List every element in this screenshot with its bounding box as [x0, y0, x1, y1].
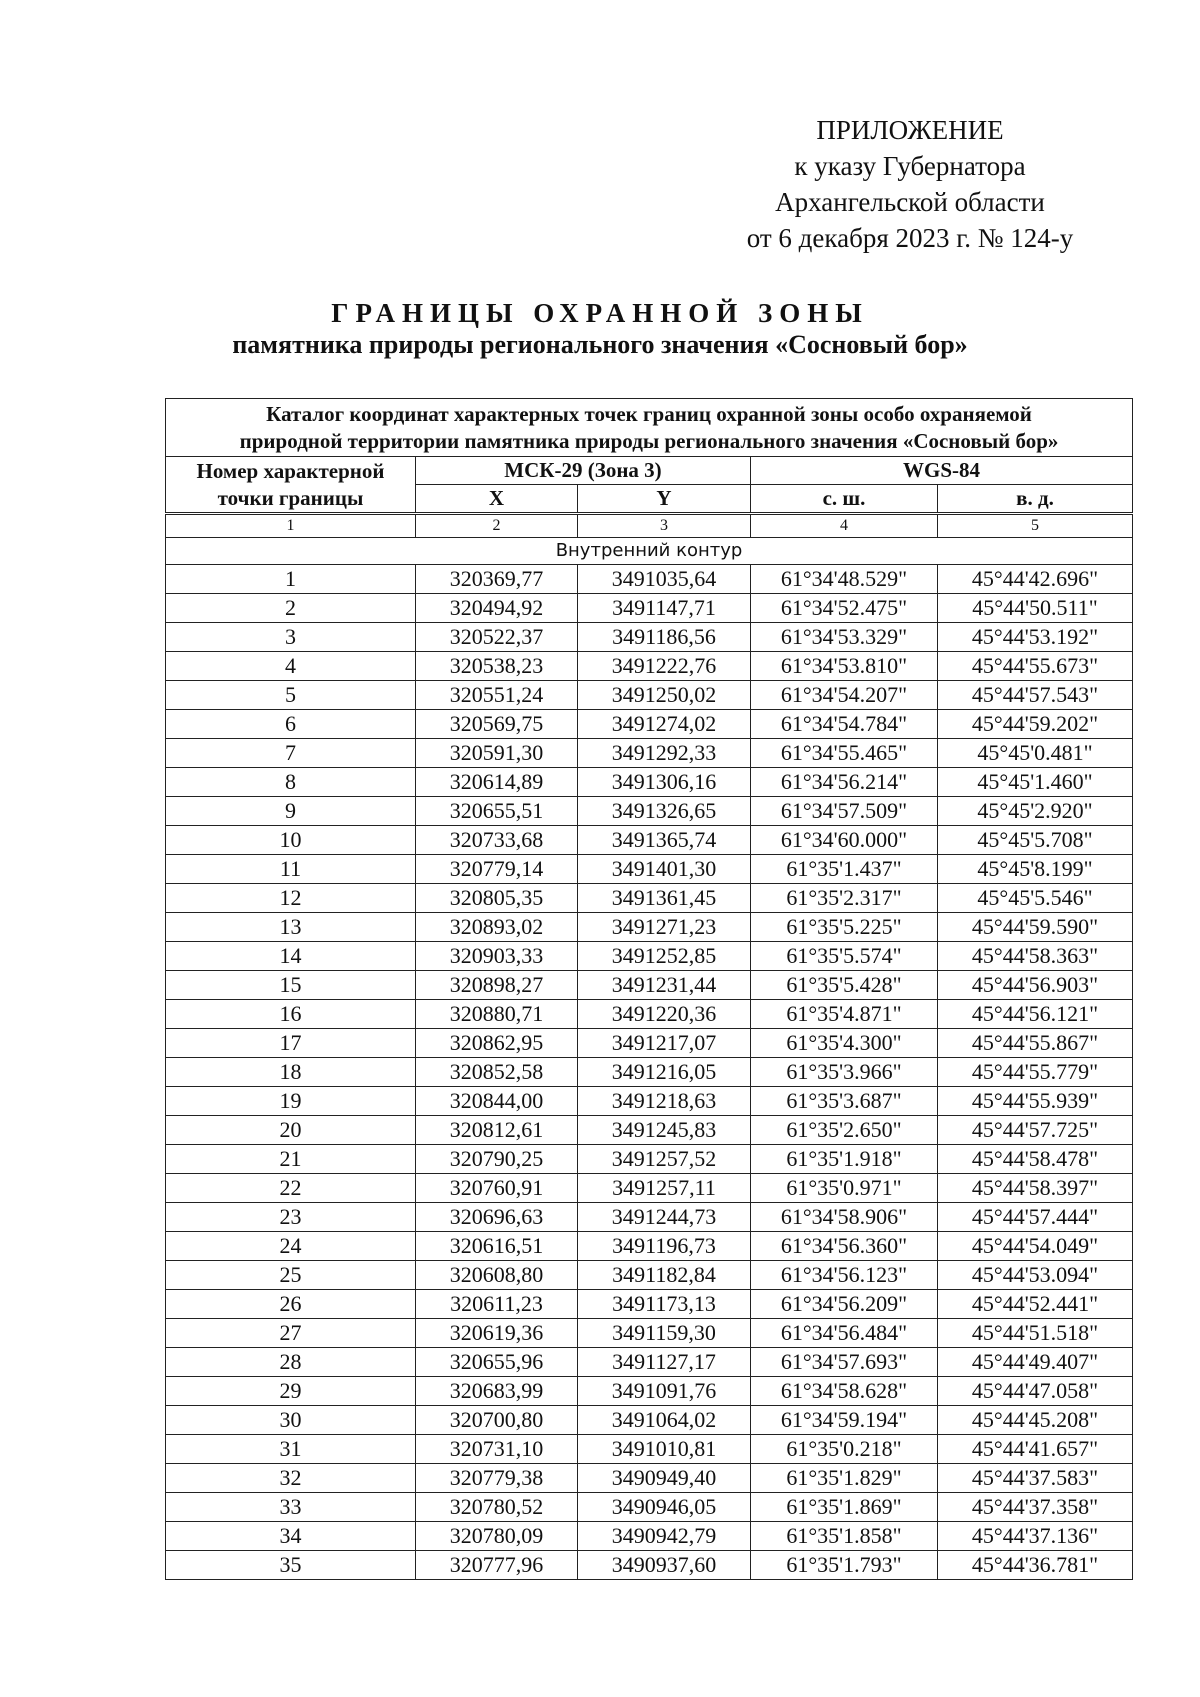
y-cell: 3490942,79 [578, 1522, 751, 1551]
longitude-cell: 45°44'49.407" [938, 1348, 1133, 1377]
point-number-cell: 30 [166, 1406, 416, 1435]
point-number-cell: 25 [166, 1261, 416, 1290]
y-cell: 3490937,60 [578, 1551, 751, 1580]
header-point-number-line: точки границы [217, 485, 364, 510]
point-number-cell: 31 [166, 1435, 416, 1464]
x-cell: 320790,25 [416, 1145, 578, 1174]
table-row [166, 1029, 1133, 1058]
latitude-cell: 61°35'3.687" [751, 1087, 938, 1116]
latitude-cell: 61°35'3.966" [751, 1058, 938, 1087]
y-cell: 3491244,73 [578, 1203, 751, 1232]
x-cell: 320369,77 [416, 565, 578, 594]
appendix-date-line: от 6 декабря 2023 г. № 124-у [746, 223, 1074, 253]
table-row [166, 710, 1133, 739]
y-cell: 3491257,11 [578, 1174, 751, 1203]
latitude-cell: 61°34'58.906" [751, 1203, 938, 1232]
y-cell: 3491361,45 [578, 884, 751, 913]
document-title: ГРАНИЦЫ ОХРАННОЙ ЗОНЫ [331, 298, 869, 328]
table-header-row [166, 457, 1133, 485]
x-cell: 320903,33 [416, 942, 578, 971]
longitude-cell: 45°44'36.781" [938, 1551, 1133, 1580]
point-number-cell: 13 [166, 913, 416, 942]
y-cell: 3491064,02 [578, 1406, 751, 1435]
latitude-cell: 61°34'56.484" [751, 1319, 938, 1348]
point-number-cell: 1 [166, 565, 416, 594]
point-number-cell: 21 [166, 1145, 416, 1174]
table-caption-line: Каталог координат характерных точек границ охранной зоны особо охраняемой [266, 401, 1032, 426]
latitude-cell: 61°35'1.869" [751, 1493, 938, 1522]
point-number-cell: 18 [166, 1058, 416, 1087]
longitude-cell: 45°44'58.363" [938, 942, 1133, 971]
x-cell: 320898,27 [416, 971, 578, 1000]
point-number-cell: 3 [166, 623, 416, 652]
table-row [166, 652, 1133, 681]
table-row [166, 623, 1133, 652]
longitude-cell: 45°44'50.511" [938, 594, 1133, 623]
column-number: 1 [166, 514, 416, 538]
latitude-cell: 61°34'57.509" [751, 797, 938, 826]
point-number-cell: 27 [166, 1319, 416, 1348]
latitude-cell: 61°34'58.628" [751, 1377, 938, 1406]
point-number-cell: 22 [166, 1174, 416, 1203]
point-number-cell: 24 [166, 1232, 416, 1261]
longitude-cell: 45°44'37.583" [938, 1464, 1133, 1493]
header-point-number-line: Номер характерной [196, 458, 385, 483]
x-cell: 320779,14 [416, 855, 578, 884]
y-cell: 3491222,76 [578, 652, 751, 681]
latitude-cell: 61°35'5.574" [751, 942, 938, 971]
latitude-cell: 61°35'4.300" [751, 1029, 938, 1058]
longitude-cell: 45°44'52.441" [938, 1290, 1133, 1319]
y-cell: 3491231,44 [578, 971, 751, 1000]
table-row [166, 594, 1133, 623]
y-cell: 3491035,64 [578, 565, 751, 594]
y-cell: 3491245,83 [578, 1116, 751, 1145]
latitude-cell: 61°34'53.810" [751, 652, 938, 681]
longitude-cell: 45°44'59.202" [938, 710, 1133, 739]
table-row [166, 1116, 1133, 1145]
table-row [166, 797, 1133, 826]
point-number-cell: 7 [166, 739, 416, 768]
point-number-cell: 4 [166, 652, 416, 681]
table-row [166, 1319, 1133, 1348]
table-row [166, 739, 1133, 768]
longitude-cell: 45°44'47.058" [938, 1377, 1133, 1406]
header-latitude: с. ш. [751, 485, 938, 514]
column-number-row [166, 514, 1133, 538]
point-number-cell: 35 [166, 1551, 416, 1580]
x-cell: 320683,99 [416, 1377, 578, 1406]
y-cell: 3491218,63 [578, 1087, 751, 1116]
latitude-cell: 61°35'1.918" [751, 1145, 938, 1174]
table-row [166, 1493, 1133, 1522]
table-row [166, 1087, 1133, 1116]
header-point-number [166, 457, 416, 514]
y-cell: 3491186,56 [578, 623, 751, 652]
point-number-cell: 26 [166, 1290, 416, 1319]
latitude-cell: 61°35'5.428" [751, 971, 938, 1000]
table-row [166, 1377, 1133, 1406]
latitude-cell: 61°35'1.437" [751, 855, 938, 884]
longitude-cell: 45°44'42.696" [938, 565, 1133, 594]
column-number: 3 [578, 514, 751, 538]
longitude-cell: 45°44'57.725" [938, 1116, 1133, 1145]
longitude-cell: 45°44'56.903" [938, 971, 1133, 1000]
point-number-cell: 6 [166, 710, 416, 739]
point-number-cell: 9 [166, 797, 416, 826]
latitude-cell: 61°34'56.123" [751, 1261, 938, 1290]
x-cell: 320700,80 [416, 1406, 578, 1435]
point-number-cell: 16 [166, 1000, 416, 1029]
x-cell: 320655,96 [416, 1348, 578, 1377]
longitude-cell: 45°44'37.136" [938, 1522, 1133, 1551]
x-cell: 320522,37 [416, 623, 578, 652]
table-row [166, 681, 1133, 710]
table-row [166, 1464, 1133, 1493]
latitude-cell: 61°34'55.465" [751, 739, 938, 768]
column-number: 5 [938, 514, 1133, 538]
x-cell: 320760,91 [416, 1174, 578, 1203]
longitude-cell: 45°45'5.708" [938, 826, 1133, 855]
x-cell: 320608,80 [416, 1261, 578, 1290]
x-cell: 320614,89 [416, 768, 578, 797]
table-row [166, 826, 1133, 855]
appendix-region-line: Архангельской области [775, 187, 1045, 217]
x-cell: 320731,10 [416, 1435, 578, 1464]
y-cell: 3490946,05 [578, 1493, 751, 1522]
table-row [166, 1522, 1133, 1551]
latitude-cell: 61°35'0.218" [751, 1435, 938, 1464]
point-number-cell: 2 [166, 594, 416, 623]
section-label: Внутренний контур [166, 538, 1133, 565]
longitude-cell: 45°44'53.192" [938, 623, 1133, 652]
latitude-cell: 61°34'60.000" [751, 826, 938, 855]
x-cell: 320733,68 [416, 826, 578, 855]
x-cell: 320862,95 [416, 1029, 578, 1058]
point-number-cell: 11 [166, 855, 416, 884]
latitude-cell: 61°34'54.784" [751, 710, 938, 739]
y-cell: 3491217,07 [578, 1029, 751, 1058]
header-longitude: в. д. [938, 485, 1133, 514]
longitude-cell: 45°45'5.546" [938, 884, 1133, 913]
section-row [166, 538, 1133, 565]
point-number-cell: 15 [166, 971, 416, 1000]
table-row [166, 565, 1133, 594]
coordinates-table-body [166, 399, 1133, 1580]
table-row [166, 1290, 1133, 1319]
y-cell: 3491159,30 [578, 1319, 751, 1348]
column-number: 4 [751, 514, 938, 538]
x-cell: 320779,38 [416, 1464, 578, 1493]
x-cell: 320844,00 [416, 1087, 578, 1116]
table-row [166, 1435, 1133, 1464]
x-cell: 320619,36 [416, 1319, 578, 1348]
table-row [166, 855, 1133, 884]
header-x: X [416, 485, 578, 514]
appendix-decree-line: к указу Губернатора [794, 151, 1026, 181]
table-caption-row [166, 399, 1133, 457]
longitude-cell: 45°44'55.939" [938, 1087, 1133, 1116]
point-number-cell: 32 [166, 1464, 416, 1493]
longitude-cell: 45°44'55.673" [938, 652, 1133, 681]
longitude-cell: 45°45'2.920" [938, 797, 1133, 826]
header-y: Y [578, 485, 751, 514]
x-cell: 320852,58 [416, 1058, 578, 1087]
latitude-cell: 61°34'56.209" [751, 1290, 938, 1319]
longitude-cell: 45°44'37.358" [938, 1493, 1133, 1522]
longitude-cell: 45°44'57.444" [938, 1203, 1133, 1232]
x-cell: 320494,92 [416, 594, 578, 623]
latitude-cell: 61°35'2.650" [751, 1116, 938, 1145]
point-number-cell: 12 [166, 884, 416, 913]
y-cell: 3491127,17 [578, 1348, 751, 1377]
longitude-cell: 45°44'51.518" [938, 1319, 1133, 1348]
longitude-cell: 45°44'55.867" [938, 1029, 1133, 1058]
x-cell: 320616,51 [416, 1232, 578, 1261]
table-row [166, 1406, 1133, 1435]
y-cell: 3491257,52 [578, 1145, 751, 1174]
latitude-cell: 61°34'53.329" [751, 623, 938, 652]
latitude-cell: 61°34'48.529" [751, 565, 938, 594]
table-row [166, 971, 1133, 1000]
latitude-cell: 61°35'2.317" [751, 884, 938, 913]
point-number-cell: 17 [166, 1029, 416, 1058]
y-cell: 3491147,71 [578, 594, 751, 623]
table-row [166, 913, 1133, 942]
y-cell: 3491173,13 [578, 1290, 751, 1319]
point-number-cell: 20 [166, 1116, 416, 1145]
point-number-cell: 33 [166, 1493, 416, 1522]
y-cell: 3491292,33 [578, 739, 751, 768]
appendix-block [700, 112, 1120, 256]
longitude-cell: 45°45'8.199" [938, 855, 1133, 884]
latitude-cell: 61°34'54.207" [751, 681, 938, 710]
y-cell: 3491274,02 [578, 710, 751, 739]
latitude-cell: 61°34'56.360" [751, 1232, 938, 1261]
x-cell: 320812,61 [416, 1116, 578, 1145]
point-number-cell: 28 [166, 1348, 416, 1377]
point-number-cell: 19 [166, 1087, 416, 1116]
y-cell: 3491252,85 [578, 942, 751, 971]
x-cell: 320655,51 [416, 797, 578, 826]
x-cell: 320777,96 [416, 1551, 578, 1580]
longitude-cell: 45°44'45.208" [938, 1406, 1133, 1435]
column-number: 2 [416, 514, 578, 538]
longitude-cell: 45°44'41.657" [938, 1435, 1133, 1464]
latitude-cell: 61°35'1.858" [751, 1522, 938, 1551]
longitude-cell: 45°44'53.094" [938, 1261, 1133, 1290]
table-row [166, 768, 1133, 797]
y-cell: 3491091,76 [578, 1377, 751, 1406]
x-cell: 320893,02 [416, 913, 578, 942]
table-row [166, 1232, 1133, 1261]
y-cell: 3491182,84 [578, 1261, 751, 1290]
point-number-cell: 23 [166, 1203, 416, 1232]
longitude-cell: 45°44'58.397" [938, 1174, 1133, 1203]
x-cell: 320591,30 [416, 739, 578, 768]
point-number-cell: 8 [166, 768, 416, 797]
point-number-cell: 10 [166, 826, 416, 855]
x-cell: 320805,35 [416, 884, 578, 913]
y-cell: 3491326,65 [578, 797, 751, 826]
table-caption-line: природной территории памятника природы регионального значения «Сосновый бор» [239, 428, 1059, 453]
x-cell: 320569,75 [416, 710, 578, 739]
longitude-cell: 45°44'57.543" [938, 681, 1133, 710]
latitude-cell: 61°35'5.225" [751, 913, 938, 942]
table-row [166, 884, 1133, 913]
table-row [166, 1348, 1133, 1377]
point-number-cell: 14 [166, 942, 416, 971]
latitude-cell: 61°35'1.829" [751, 1464, 938, 1493]
y-cell: 3491216,05 [578, 1058, 751, 1087]
longitude-cell: 45°44'54.049" [938, 1232, 1133, 1261]
latitude-cell: 61°35'4.871" [751, 1000, 938, 1029]
table-caption [166, 399, 1133, 457]
x-cell: 320880,71 [416, 1000, 578, 1029]
x-cell: 320538,23 [416, 652, 578, 681]
table-row [166, 1261, 1133, 1290]
coordinates-table [165, 398, 1133, 1580]
table-row [166, 1058, 1133, 1087]
latitude-cell: 61°35'1.793" [751, 1551, 938, 1580]
longitude-cell: 45°44'55.779" [938, 1058, 1133, 1087]
y-cell: 3491220,36 [578, 1000, 751, 1029]
point-number-cell: 5 [166, 681, 416, 710]
x-cell: 320611,23 [416, 1290, 578, 1319]
latitude-cell: 61°34'56.214" [751, 768, 938, 797]
table-row [166, 942, 1133, 971]
longitude-cell: 45°44'59.590" [938, 913, 1133, 942]
table-row [166, 1174, 1133, 1203]
table-row [166, 1145, 1133, 1174]
appendix-heading: ПРИЛОЖЕНИЕ [816, 115, 1004, 145]
longitude-cell: 45°45'1.460" [938, 768, 1133, 797]
header-group-wgs: WGS-84 [751, 457, 1133, 485]
y-cell: 3491271,23 [578, 913, 751, 942]
y-cell: 3491401,30 [578, 855, 751, 884]
longitude-cell: 45°45'0.481" [938, 739, 1133, 768]
y-cell: 3491365,74 [578, 826, 751, 855]
point-number-cell: 34 [166, 1522, 416, 1551]
point-number-cell: 29 [166, 1377, 416, 1406]
longitude-cell: 45°44'58.478" [938, 1145, 1133, 1174]
x-cell: 320780,09 [416, 1522, 578, 1551]
x-cell: 320551,24 [416, 681, 578, 710]
longitude-cell: 45°44'56.121" [938, 1000, 1133, 1029]
document-subtitle: памятника природы регионального значения «Сосновый бор» [232, 330, 968, 359]
latitude-cell: 61°34'52.475" [751, 594, 938, 623]
y-cell: 3491196,73 [578, 1232, 751, 1261]
latitude-cell: 61°34'57.693" [751, 1348, 938, 1377]
y-cell: 3490949,40 [578, 1464, 751, 1493]
y-cell: 3491306,16 [578, 768, 751, 797]
table-row [166, 1203, 1133, 1232]
y-cell: 3491010,81 [578, 1435, 751, 1464]
latitude-cell: 61°34'59.194" [751, 1406, 938, 1435]
x-cell: 320780,52 [416, 1493, 578, 1522]
y-cell: 3491250,02 [578, 681, 751, 710]
table-row [166, 1551, 1133, 1580]
header-group-msk: МСК-29 (Зона 3) [416, 457, 751, 485]
table-row [166, 1000, 1133, 1029]
x-cell: 320696,63 [416, 1203, 578, 1232]
latitude-cell: 61°35'0.971" [751, 1174, 938, 1203]
